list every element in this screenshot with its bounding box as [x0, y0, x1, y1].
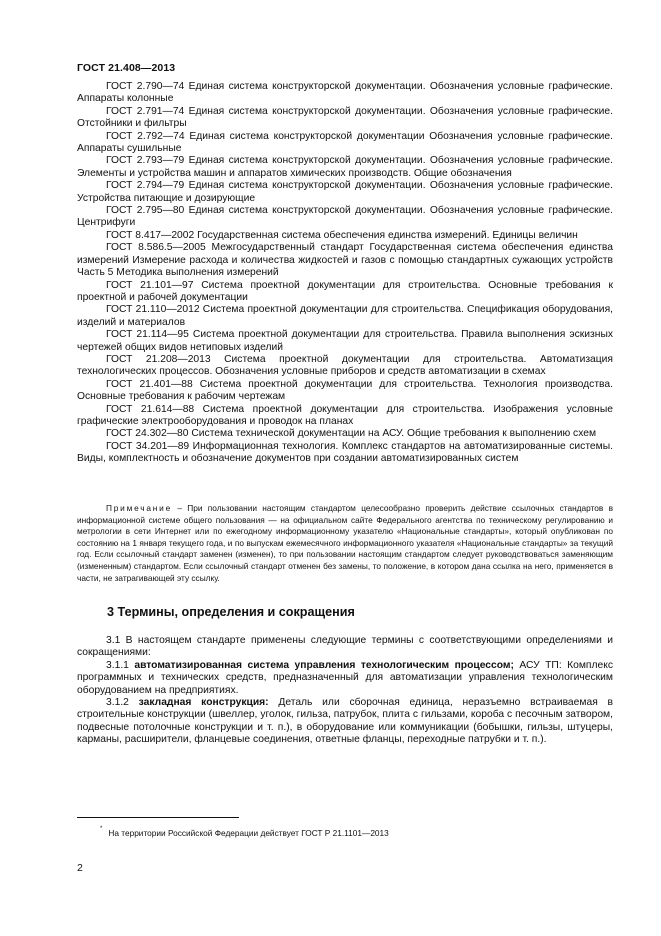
- reference-item: ГОСТ 34.201—89 Информационная технология. Комплекс стандартов на автоматизированные системы. Виды, комплектность и обозначение документов при создании автоматизированных систем: [77, 440, 613, 465]
- reference-item: ГОСТ 21.114—95 Система проектной документации для строительства. Правила выполнения эскизных чертежей общих видов нетиповых изделий: [77, 329, 613, 353]
- terms-section: [77, 635, 613, 747]
- term-text: АСУ ТП: Комплекс программных и технических средств, предназначенный для автоматизации управления технологическим оборудованием на предприятиях.: [77, 659, 614, 696]
- reference-item: ГОСТ 2.795—80 Единая система конструкторской документации. Обозначения условные графические. Центрифуги: [77, 205, 613, 229]
- term-text: Деталь или сборочная единица, неразъемно встраиваемая в строительные конструкции (швеллер, уголок, гильза, патрубок, плита с гильзами, короба с песочным затвором, подвесные потолочные конструкции и т. п.), в оборудование или коммуникации (бобышки, гильзы, штуцеры, карманы, расширители, фланцевые соединения, ответные фланцы, переходные патрубки и т. п.).: [77, 697, 613, 746]
- reference-item: ГОСТ 2.793—79 Единая система конструкторской документации. Обозначения условные графические. Элементы и устройства машин и аппаратов химических производств. Общие обозначения: [77, 155, 613, 179]
- reference-item: ГОСТ 8.417—2002 Государственная система обеспечения единства измерений. Единицы величин: [106, 229, 578, 241]
- reference-item: ГОСТ 2.791—74 Единая система конструкторской документации. Обозначения условные графические. Отстойники и фильтры: [77, 105, 613, 130]
- reference-item: ГОСТ 21.101—97 Система проектной документации для строительства. Основные требования к проектной и рабочей документации: [77, 279, 613, 303]
- page-number: 2: [77, 862, 83, 874]
- terms-intro: 3.1 В настоящем стандарте применены следующие термины с соответствующими определениями и сокращениями:: [77, 635, 613, 659]
- note-paragraph: [77, 503, 613, 584]
- reference-list: [77, 81, 613, 466]
- term-name: закладная конструкция:: [138, 697, 269, 709]
- note-text: – При пользовании настоящим стандартом целесообразно проверить действие ссылочных стандартов в информационной системе общего пользования — на официальном сайте Федерального агентства по техническому регулированию и метрологии в сети Интернет или по ежегодному информационному указателю «Национальные стандарты», который опубликован по состоянию на 1 января текущего года, и по выпускам ежемесячного информационного указателя «Национальные стандарты» за текущий год. Если ссылочный стандарт заменен (изменен), то при пользовании настоящим стандартом следует руководствоваться заменяющим (измененным) стандартом. Если ссылочный стандарт отменен без замены, то положение, в котором дана ссылка на него, применяется в части, не затрагивающей эту ссылку.: [77, 503, 613, 583]
- section-title: 3 Термины, определения и сокращения: [107, 605, 355, 619]
- term-number: 3.1.2: [106, 697, 139, 709]
- footnote-divider: [77, 817, 239, 818]
- reference-item: ГОСТ 2.794—79 Единая система конструкторской документации. Обозначения условные графические. Устройства питающие и дозирующие: [77, 180, 613, 204]
- term-name: автоматизированная система управления технологическим процессом;: [134, 659, 514, 671]
- note-label: Примечание: [106, 503, 173, 513]
- term-definition: [77, 697, 613, 747]
- footnote-text: На территории Российской Федерации действует ГОСТ Р 21.1101—2013: [108, 827, 389, 838]
- footnote-mark: *: [100, 826, 103, 832]
- document-header: ГОСТ 21.408—2013: [77, 62, 176, 74]
- reference-item: ГОСТ 2.790—74 Единая система конструкторской документации. Обозначения условные графические. Аппараты колонные: [77, 81, 613, 105]
- footnote: [100, 826, 389, 839]
- reference-item: ГОСТ 21.208—2013 Система проектной документации для строительства. Автоматизация технологических процессов. Обозначения условные приборов и средств автоматизации в схемах: [77, 353, 613, 378]
- term-number: 3.1.1: [106, 659, 135, 671]
- reference-item: ГОСТ 8.586.5—2005 Межгосударственный стандарт Государственная система обеспечения единства измерений Измерение расхода и количества жидкостей и газов с помощью стандартных сужающих устройств Часть 5 Методика выполнения измерений: [77, 242, 613, 279]
- reference-item: ГОСТ 21.614—88 Система проектной документации для строительства. Изображения условные графические электрооборудования и проводок на планах: [77, 403, 613, 427]
- term-definition: [77, 660, 613, 697]
- reference-item: ГОСТ 21.110—2012 Система проектной документации для строительства. Спецификация оборудования, изделий и материалов: [77, 304, 613, 328]
- reference-item: ГОСТ 21.401—88 Система проектной документации для строительства. Технология производства. Основные требования к рабочим чертежам: [77, 378, 613, 403]
- reference-item: ГОСТ 24.302—80 Система технической документации на АСУ. Общие требования к выполнению схем: [106, 428, 597, 440]
- reference-item: ГОСТ 2.792—74 Единая система конструкторской документации Обозначения условные графические. Аппараты сушильные: [77, 130, 613, 155]
